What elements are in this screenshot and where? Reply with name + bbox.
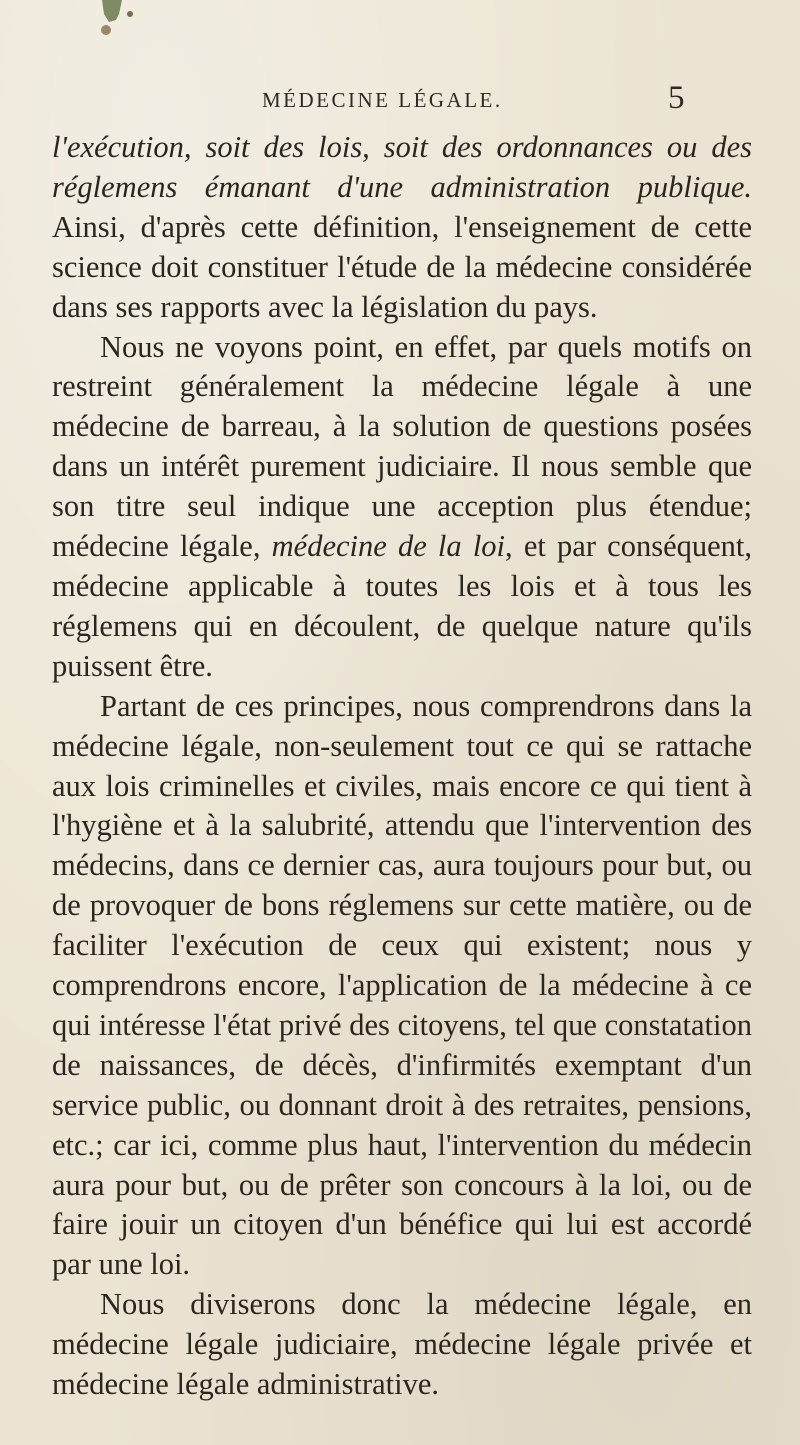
paragraph-4: Nous diviserons donc la médecine légale, en médecine légale judiciaire, médecine légale privée et médecine légale administrative. — [52, 1287, 752, 1402]
page-number: 5 — [668, 80, 685, 116]
italic-text: médecine de la loi — [271, 529, 506, 564]
text-run: Ainsi, d'après cette définition, l'enseignement de cette science doit constituer l'étude de la médecine considérée dans ses rapports avec la législation du pays. — [52, 209, 752, 324]
paragraph-3: Partant de ces principes, nous comprendrons dans la médecine légale, non-seulement tout ce qui se rattache aux lois criminelles et civiles, mais encore ce qui tient à l'hygiène et à la salubrité, attendu que l'intervention des médecins, dans ce dernier cas, aura toujours pour but, ou de provoquer de bons réglemens sur cette matière, ou de faciliter l'exécution de ceux qui existent; nous y comprendrons encore, l'application de la médecine à ce qui intéresse l'état privé des citoyens, tel que constatation de naissances, de décès, d'infirmités exemptant d'un service public, ou donnant droit à des retraites, pensions, etc.; car ici, comme plus haut, l'intervention du médecin aura pour but, ou de prêter son concours à la loi, ou de faire jouir un citoyen d'un bénéfice qui lui est accordé par une loi. — [52, 688, 752, 1282]
text-run: , et par conséquent, médecine applicable à toutes les lois et à tous les réglemens qui en découlent, de quelque nature qu'ils puissent être. — [52, 529, 752, 683]
body-text — [52, 128, 752, 1405]
paragraph-2 — [52, 328, 752, 687]
text-run: Nous ne voyons point, en effet, par quels motifs on restreint généralement la médecine légale à une médecine de barreau, à la solution de questions posées dans un intérêt purement judiciaire. Il nous semble que son titre seul indique une acception plus étendue; médecine légale, — [52, 329, 752, 564]
paragraph-1 — [52, 128, 752, 328]
italic-text: l'exécution, soit des lois, soit des ordonnances ou des réglemens émanant d'une administration publique. — [52, 130, 752, 204]
ink-stain-decoration — [92, 0, 136, 46]
page-header — [0, 80, 800, 118]
running-head: MÉDECINE LÉGALE. — [262, 88, 503, 112]
